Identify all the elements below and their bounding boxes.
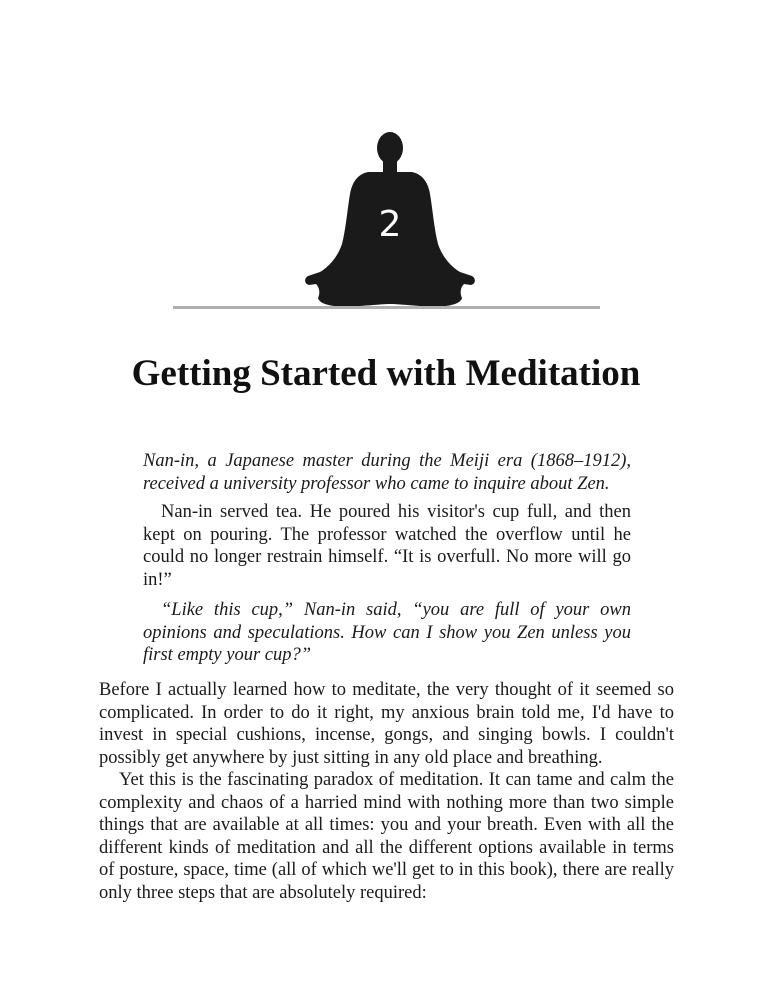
- chapter-divider-rule: [173, 306, 600, 309]
- chapter-number: 2: [378, 204, 402, 245]
- epigraph-paragraph-3: “Like this cup,” Nan-in said, “you are full of your own opinions and speculations. How can I show you Zen unless you first empty your cup?”: [143, 600, 631, 665]
- epigraph-paragraph-2: Nan-in served tea. He poured his visitor's cup full, and then kept on pouring. The professor watched the overflow until he could no longer restrain himself. “It is overfull. No more will go in!”: [143, 502, 631, 590]
- body-paragraph-2: Yet this is the fascinating paradox of meditation. It can tame and calm the complexity and chaos of a harried mind with nothing more than two simple things that are available at all times: you and your breath. Even with all the different kinds of meditation and all the different options available in terms of posture, space, time (all of which we'll get to in this book), there are really only three steps that are absolutely required:: [99, 770, 674, 903]
- meditating-figure-icon: [290, 128, 490, 314]
- epigraph: [143, 450, 631, 667]
- body-paragraph-1: Before I actually learned how to meditate, the very thought of it seemed so complicated. In order to do it right, my anxious brain told me, I'd have to invest in special cushions, incense, gongs, and singing bowls. I couldn't possibly get anywhere by just sitting in any old place and breathing.: [99, 680, 674, 768]
- chapter-body: [99, 679, 674, 904]
- chapter-title: Getting Started with Meditation: [131, 353, 641, 394]
- epigraph-paragraph-1: Nan-in, a Japanese master during the Meiji era (1868–1912), received a university professor who came to inquire about Zen.: [143, 451, 631, 494]
